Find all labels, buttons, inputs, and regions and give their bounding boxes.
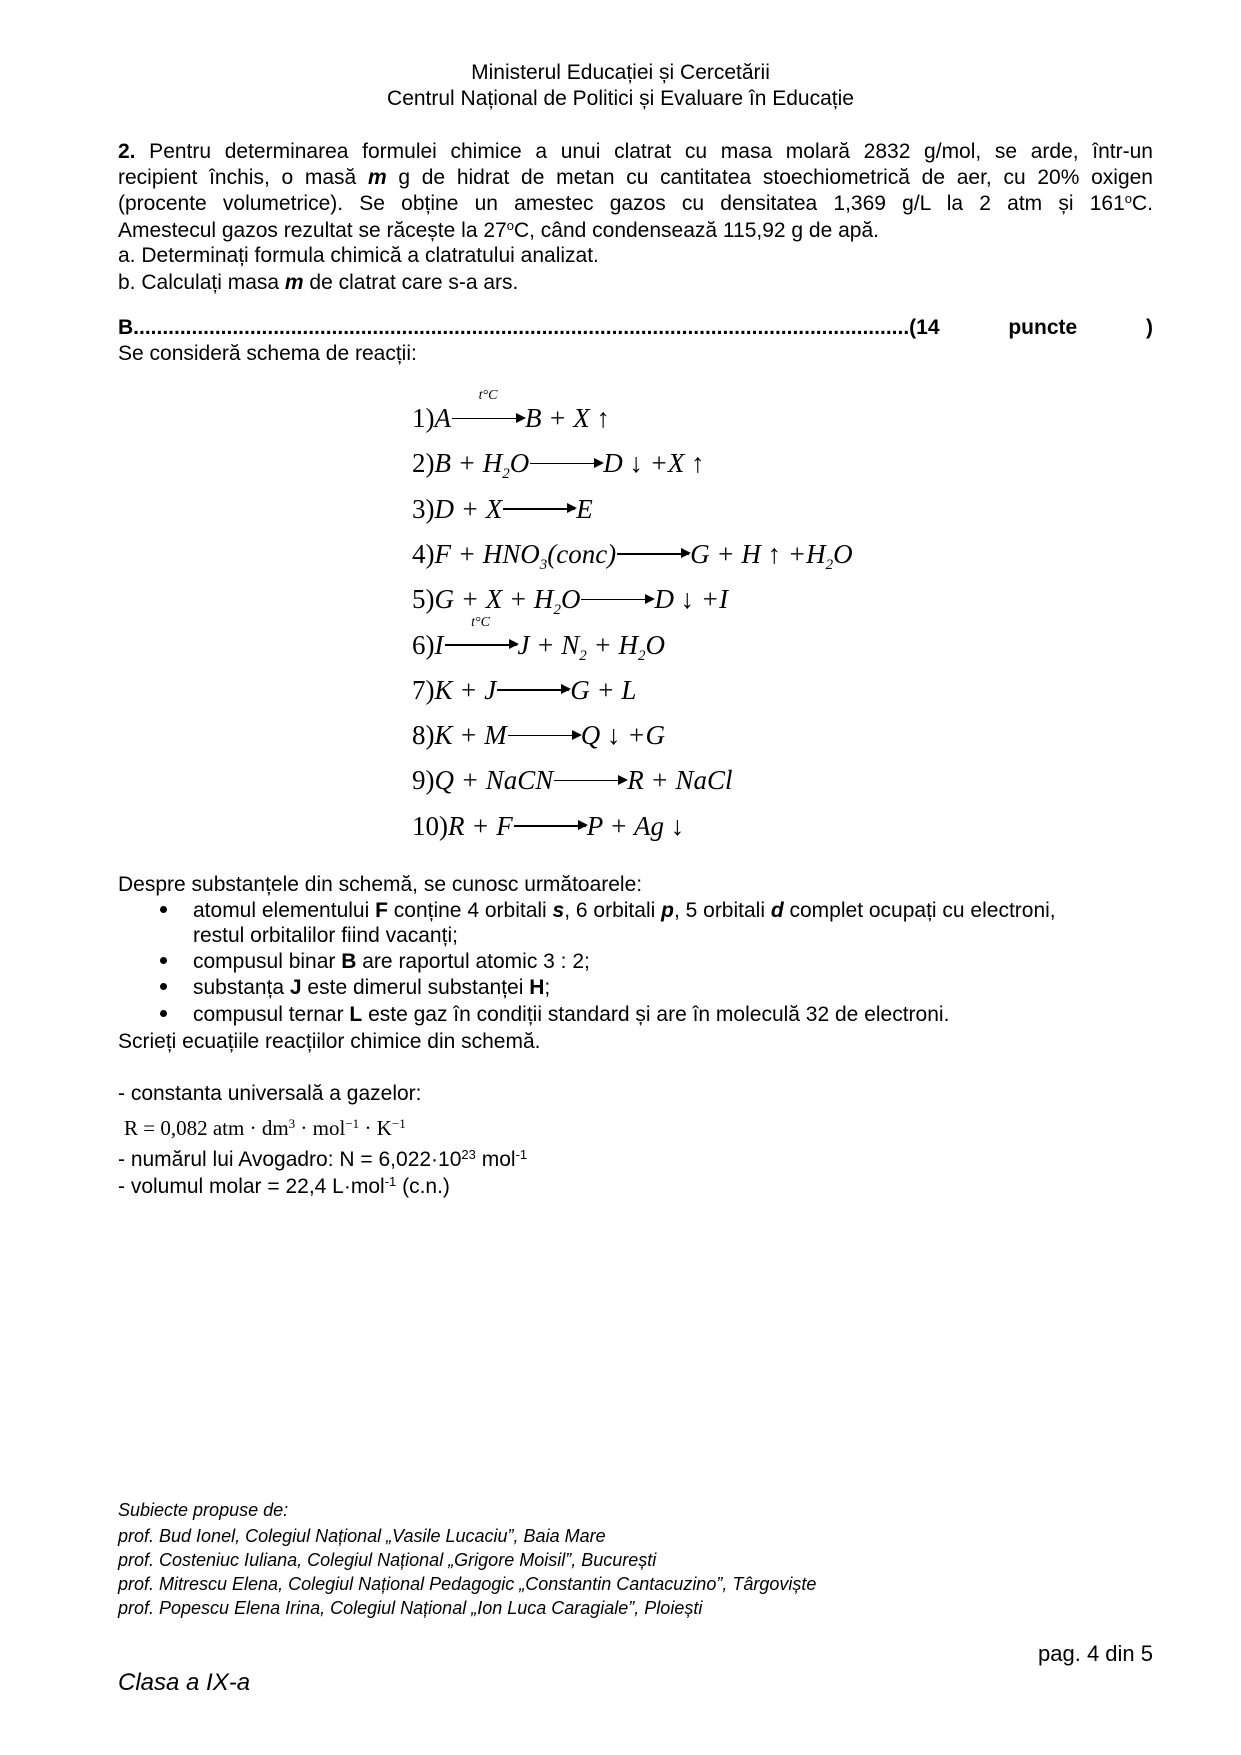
problem-line bbox=[118, 191, 1153, 217]
equation-term: O bbox=[560, 584, 581, 615]
molar-volume bbox=[118, 1174, 450, 1200]
text-run: · K bbox=[359, 1116, 392, 1140]
text-run: C. bbox=[1132, 192, 1153, 215]
equation-term: 2 bbox=[637, 647, 646, 664]
equation-term: D ↓ +I bbox=[654, 584, 729, 615]
header-ministry: Ministerul Educației și Cercetării bbox=[471, 61, 770, 84]
problem-question-a bbox=[118, 243, 599, 269]
text-run: (procente volumetrice). Se obține un amestec gazos cu densitatea 1,369 g/L la 2 atm și 161 bbox=[118, 192, 1125, 215]
text-run: , 5 orbitali bbox=[673, 899, 771, 922]
equation-term: 2 bbox=[553, 602, 561, 619]
reaction-arrow-icon bbox=[451, 388, 525, 433]
arrow-condition: t°C bbox=[471, 614, 490, 630]
fact-item bbox=[193, 975, 550, 1001]
author-item: prof. Mitrescu Elena, Colegiul Național Pedagogic „Constantin Cantacuzino”, Târgoviște bbox=[118, 1574, 817, 1594]
equation-term: (conc) bbox=[547, 538, 617, 569]
equation-term: 2 bbox=[502, 466, 510, 483]
equation-term: + H bbox=[586, 629, 638, 660]
reaction-equation bbox=[412, 388, 610, 433]
reaction-arrow-icon bbox=[616, 539, 690, 569]
text-run: mol bbox=[475, 1148, 516, 1171]
equation-term: O bbox=[509, 448, 530, 479]
text-run: · mol bbox=[295, 1116, 346, 1140]
text-run: complet ocupați cu electroni, bbox=[783, 899, 1056, 922]
text-run: 3 bbox=[288, 1116, 296, 1131]
equation-term: P + Ag ↓ bbox=[586, 810, 685, 841]
text-run: m bbox=[284, 271, 304, 294]
equation-term: Q + NaCN bbox=[434, 765, 554, 796]
text-run: J bbox=[289, 976, 302, 999]
text-run: - numărul lui Avogadro: N = 6,022·10 bbox=[118, 1148, 462, 1171]
header-center: Centrul Național de Politici și Evaluare în Educație bbox=[387, 87, 854, 110]
equation-term: A bbox=[434, 403, 451, 433]
reaction-equation bbox=[412, 584, 729, 619]
bullet-icon bbox=[160, 906, 167, 913]
equation-term: 2 bbox=[579, 647, 587, 664]
text-run: H bbox=[529, 976, 545, 999]
equation-term: 5) bbox=[412, 584, 435, 615]
equation-term: 10) bbox=[412, 810, 448, 841]
fact-item bbox=[193, 1002, 949, 1028]
text-run: Pentru determinarea formulei chimice a unui clatrat cu masa molară 2832 g/mol, se arde, într-un bbox=[135, 140, 1153, 163]
text-run: s bbox=[552, 899, 565, 922]
problem-line bbox=[118, 165, 1153, 191]
equation-term: O bbox=[645, 629, 665, 660]
text-run: g de hidrat de metan cu cantitatea stoechiometrică de aer, cu 20% oxigen bbox=[386, 166, 1153, 189]
text-run: este gaz în condiții standard și are în moleculă 32 de electroni. bbox=[362, 1003, 950, 1026]
equation-term: I bbox=[434, 629, 444, 660]
text-run: Despre substanțele din schemă, se cunosc următoarele: bbox=[118, 873, 643, 896]
reaction-arrow-icon bbox=[507, 720, 581, 750]
equation-term: F + HNO bbox=[434, 538, 540, 569]
gas-constant-label bbox=[118, 1081, 422, 1107]
text-run: o bbox=[506, 218, 514, 233]
equation-term: K + J bbox=[434, 674, 497, 705]
reaction-arrow-icon bbox=[529, 448, 603, 478]
text-run: compusul binar bbox=[193, 950, 342, 973]
author-item: prof. Popescu Elena Irina, Colegiul Național „Ion Luca Caragiale”, Ploiești bbox=[118, 1598, 703, 1618]
reaction-equation bbox=[412, 614, 665, 664]
equation-term: G + X + H bbox=[434, 584, 554, 615]
problem-line bbox=[118, 139, 1153, 165]
text-run: substanța bbox=[193, 976, 290, 999]
text-run: 23 bbox=[461, 1147, 476, 1162]
text-run: m bbox=[367, 166, 387, 189]
equation-term: Q ↓ +G bbox=[580, 720, 665, 751]
reaction-arrow-icon bbox=[580, 584, 654, 614]
reaction-equation bbox=[412, 675, 636, 705]
text-run: recipient închis, o masă bbox=[118, 166, 368, 189]
problem-line bbox=[118, 218, 879, 244]
text-run: d bbox=[770, 899, 784, 922]
author-item: prof. Bud Ionel, Colegiul Național „Vasile Lucaciu”, Baia Mare bbox=[118, 1526, 606, 1546]
fact-item bbox=[193, 898, 1056, 924]
equation-term: 3) bbox=[412, 493, 435, 524]
equation-term: 3 bbox=[539, 556, 548, 573]
equation-term: R + F bbox=[448, 810, 513, 841]
author-item: prof. Costeniuc Iuliana, Colegiul Național „Grigore Moisil”, București bbox=[118, 1550, 657, 1570]
text-run: o bbox=[1124, 191, 1132, 206]
text-run: -1 bbox=[384, 1174, 397, 1189]
equation-term: 1) bbox=[412, 403, 435, 433]
text-run: −1 bbox=[391, 1116, 406, 1131]
reaction-equation bbox=[412, 720, 665, 750]
text-run: C, când condensează 115,92 g de apă. bbox=[513, 219, 879, 242]
reaction-arrow-icon bbox=[513, 811, 587, 841]
arrow-condition: t°C bbox=[478, 388, 498, 403]
reaction-arrow-icon bbox=[444, 614, 518, 660]
section-b-points: (14 puncte ) bbox=[909, 316, 1153, 339]
equation-term: G + L bbox=[570, 674, 637, 705]
equation-term: J + N bbox=[517, 629, 580, 660]
text-run: este dimerul substanței bbox=[301, 976, 530, 999]
facts-intro bbox=[118, 872, 642, 898]
equation-term: D ↓ +X ↑ bbox=[603, 448, 705, 479]
authors-title: Subiecte propuse de: bbox=[118, 1500, 289, 1520]
text-run: ; bbox=[544, 976, 551, 999]
equation-term: 9) bbox=[412, 765, 435, 796]
text-run: Scrieți ecuațiile reacțiilor chimice din schemă. bbox=[118, 1030, 541, 1053]
text-run: F bbox=[375, 899, 388, 922]
equation-term: 6) bbox=[412, 629, 435, 660]
bullet-icon bbox=[160, 957, 167, 964]
reaction-arrow-icon bbox=[553, 765, 627, 795]
text-run: (c.n.) bbox=[396, 1175, 450, 1198]
page-number: pag. 4 din 5 bbox=[1038, 1641, 1153, 1666]
reaction-arrow-icon bbox=[502, 494, 576, 524]
text-run: a. Determinați formula chimică a clatratului analizat. bbox=[118, 244, 599, 267]
text-run: restul orbitalilor fiind vacanți; bbox=[193, 924, 458, 947]
text-run: - constanta universală a gazelor: bbox=[118, 1082, 422, 1105]
text-run: b. Calculați masa bbox=[118, 271, 285, 294]
reaction-equation bbox=[412, 494, 593, 524]
section-b-intro: Se consideră schema de reacții: bbox=[118, 342, 417, 365]
text-run: −1 bbox=[345, 1116, 360, 1131]
text-run: compusul ternar bbox=[193, 1003, 350, 1026]
equation-term: 2 bbox=[825, 556, 834, 573]
equation-term: B + H bbox=[434, 448, 503, 479]
equation-term: 7) bbox=[412, 674, 435, 705]
task-text bbox=[118, 1029, 541, 1055]
text-run: atomul elementului bbox=[193, 899, 376, 922]
text-run: de clatrat care s-a ars. bbox=[303, 271, 519, 294]
text-run: L bbox=[349, 1003, 363, 1026]
text-run: Amestecul gazos rezultat se răcește la 27 bbox=[118, 219, 507, 242]
text-run: are raportul atomic 3 : 2; bbox=[356, 950, 590, 973]
text-run: B bbox=[341, 950, 357, 973]
equation-term: 8) bbox=[412, 720, 435, 751]
equation-term: E bbox=[576, 493, 593, 524]
equation-term: G + H ↑ +H bbox=[690, 538, 826, 569]
bullet-icon bbox=[160, 983, 167, 990]
reaction-equation bbox=[412, 448, 705, 483]
text-run: p bbox=[661, 899, 674, 922]
equation-term: R + NaCl bbox=[627, 765, 733, 796]
fact-item bbox=[193, 949, 590, 975]
section-b-label: B..................................................................................................................................... bbox=[118, 316, 910, 339]
equation-term: 2) bbox=[412, 448, 435, 479]
bullet-icon bbox=[160, 1010, 167, 1017]
gas-constant-formula bbox=[124, 1116, 406, 1141]
avogadro-number bbox=[118, 1147, 527, 1173]
fact-item-continuation bbox=[193, 923, 458, 949]
problem-question-b bbox=[118, 270, 518, 296]
equation-term: K + M bbox=[434, 720, 507, 751]
text-run: conține 4 orbitali bbox=[387, 899, 553, 922]
text-run: 2. bbox=[118, 140, 136, 163]
reaction-equation bbox=[412, 538, 853, 573]
equation-term: D + X bbox=[434, 493, 503, 524]
reaction-equation bbox=[412, 811, 684, 841]
reaction-equation bbox=[412, 765, 732, 795]
class-label: Clasa a IX-a bbox=[118, 1669, 251, 1696]
reaction-arrow-icon bbox=[496, 675, 570, 705]
text-run: -1 bbox=[515, 1147, 528, 1162]
equation-term: B + X ↑ bbox=[525, 403, 610, 433]
text-run: , 6 orbitali bbox=[564, 899, 662, 922]
text-run: R = 0,082 atm · dm bbox=[124, 1116, 289, 1140]
section-b-heading bbox=[118, 315, 1153, 341]
text-run: - volumul molar = 22,4 L·mol bbox=[118, 1175, 385, 1198]
equation-term: 4) bbox=[412, 538, 435, 569]
equation-term: O bbox=[833, 538, 853, 569]
